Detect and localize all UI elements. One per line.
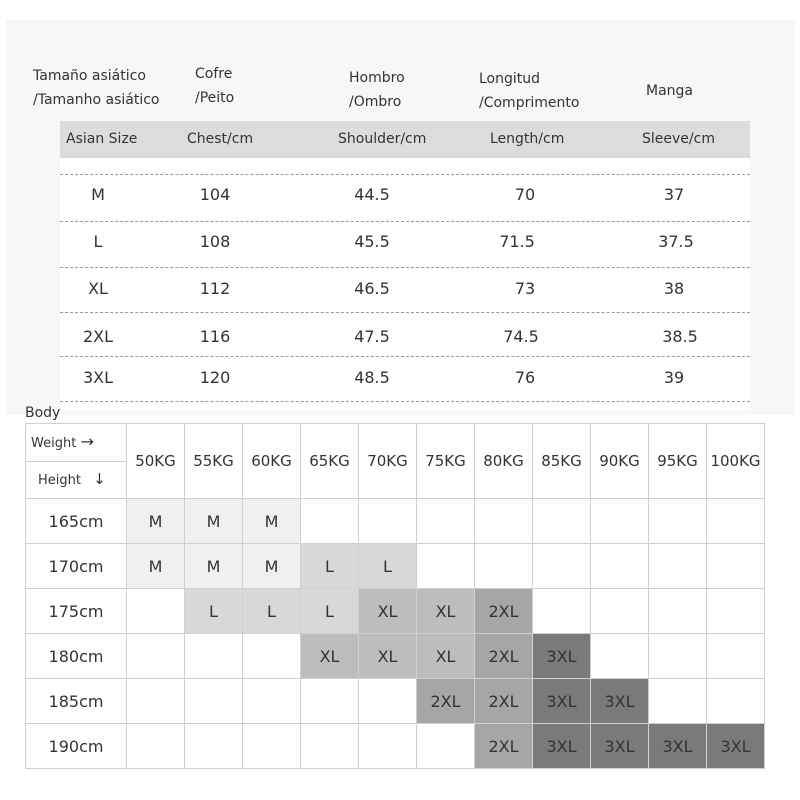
empty-cell bbox=[417, 499, 475, 544]
sleeve-label-es: Manga bbox=[646, 83, 693, 99]
size-table-cell-chest: 108 bbox=[199, 232, 231, 251]
recommended-size-cell: M bbox=[243, 544, 301, 589]
empty-cell bbox=[707, 544, 765, 589]
empty-cell bbox=[127, 724, 185, 769]
size-table-cell-chest: 120 bbox=[199, 368, 231, 387]
recommended-size-cell: XL bbox=[417, 589, 475, 634]
header-asian-size: Asian Size bbox=[66, 131, 138, 147]
size-table-cell-length: 71.5 bbox=[499, 232, 535, 251]
size-table-cell-shoulder: 45.5 bbox=[354, 232, 390, 251]
weight-column-header: 70KG bbox=[359, 424, 417, 499]
empty-cell bbox=[243, 679, 301, 724]
empty-cell bbox=[417, 724, 475, 769]
recommended-size-cell: M bbox=[127, 544, 185, 589]
body-size-grid bbox=[25, 423, 765, 769]
size-table-cell-length: 73 bbox=[514, 279, 536, 298]
sleeve-label-multilang bbox=[646, 79, 693, 103]
empty-cell bbox=[185, 634, 243, 679]
empty-cell bbox=[591, 499, 649, 544]
recommended-size-cell: 3XL bbox=[533, 634, 591, 679]
size-table-cell-chest: 112 bbox=[199, 279, 231, 298]
height-row-header: 180cm bbox=[26, 634, 127, 679]
recommended-size-cell: 2XL bbox=[475, 589, 533, 634]
corner-divider bbox=[26, 461, 126, 462]
weight-column-header: 80KG bbox=[475, 424, 533, 499]
size-table-cell-shoulder: 46.5 bbox=[354, 279, 390, 298]
size-table-body bbox=[60, 158, 750, 410]
recommended-size-cell: XL bbox=[417, 634, 475, 679]
header-length: Length/cm bbox=[490, 131, 565, 147]
size-table-cell-size: M bbox=[91, 185, 105, 204]
size-table-cell-size: XL bbox=[88, 279, 108, 298]
grid-corner-cell bbox=[26, 424, 127, 499]
weight-column-header: 65KG bbox=[301, 424, 359, 499]
recommended-size-cell: M bbox=[185, 499, 243, 544]
size-table-cell-length: 76 bbox=[514, 368, 536, 387]
row-divider bbox=[60, 267, 750, 268]
empty-cell bbox=[649, 499, 707, 544]
chest-label-es: Cofre bbox=[195, 66, 233, 82]
size-label-pt: /Tamanho asiático bbox=[33, 92, 160, 108]
shoulder-label-es: Hombro bbox=[349, 70, 405, 86]
height-row-header: 165cm bbox=[26, 499, 127, 544]
weight-column-header: 50KG bbox=[127, 424, 185, 499]
recommended-size-cell: M bbox=[185, 544, 243, 589]
empty-cell bbox=[533, 589, 591, 634]
empty-cell bbox=[707, 499, 765, 544]
recommended-size-cell: L bbox=[185, 589, 243, 634]
header-sleeve: Sleeve/cm bbox=[642, 131, 715, 147]
empty-cell bbox=[475, 499, 533, 544]
length-label-pt: /Comprimento bbox=[479, 95, 580, 111]
empty-cell bbox=[649, 589, 707, 634]
empty-cell bbox=[533, 544, 591, 589]
weight-column-header: 95KG bbox=[649, 424, 707, 499]
recommended-size-cell: XL bbox=[301, 634, 359, 679]
empty-cell bbox=[185, 724, 243, 769]
row-divider bbox=[60, 221, 750, 222]
size-table-cell-size: L bbox=[93, 232, 103, 251]
header-shoulder: Shoulder/cm bbox=[338, 131, 427, 147]
height-label: Height bbox=[38, 473, 81, 488]
empty-cell bbox=[127, 589, 185, 634]
row-divider bbox=[60, 312, 750, 313]
recommended-size-cell: 2XL bbox=[475, 634, 533, 679]
recommended-size-cell: XL bbox=[359, 589, 417, 634]
size-table-cell-shoulder: 44.5 bbox=[354, 185, 390, 204]
weight-column-header: 90KG bbox=[591, 424, 649, 499]
size-table-cell-sleeve: 38.5 bbox=[662, 327, 698, 346]
recommended-size-cell: L bbox=[243, 589, 301, 634]
size-table-header bbox=[60, 121, 750, 158]
empty-cell bbox=[127, 679, 185, 724]
size-table-cell-length: 74.5 bbox=[503, 327, 539, 346]
header-chest: Chest/cm bbox=[187, 131, 254, 147]
weight-column-header: 60KG bbox=[243, 424, 301, 499]
weight-column-header: 55KG bbox=[185, 424, 243, 499]
recommended-size-cell: L bbox=[301, 589, 359, 634]
empty-cell bbox=[359, 724, 417, 769]
size-table-cell-sleeve: 37 bbox=[663, 185, 685, 204]
empty-cell bbox=[707, 589, 765, 634]
empty-cell bbox=[243, 724, 301, 769]
grid-row bbox=[26, 544, 765, 589]
recommended-size-cell: 2XL bbox=[475, 724, 533, 769]
size-table-cell-shoulder: 48.5 bbox=[354, 368, 390, 387]
recommended-size-cell: 3XL bbox=[533, 724, 591, 769]
height-row-header: 170cm bbox=[26, 544, 127, 589]
recommended-size-cell: M bbox=[127, 499, 185, 544]
empty-cell bbox=[301, 499, 359, 544]
recommended-size-cell: L bbox=[301, 544, 359, 589]
down-arrow-icon: ↓ bbox=[93, 470, 106, 488]
shoulder-label-multilang bbox=[349, 66, 405, 114]
empty-cell bbox=[127, 634, 185, 679]
size-table-cell-length: 70 bbox=[514, 185, 536, 204]
row-divider bbox=[60, 356, 750, 357]
size-table-cell-chest: 104 bbox=[199, 185, 231, 204]
grid-row bbox=[26, 499, 765, 544]
height-row-header: 175cm bbox=[26, 589, 127, 634]
size-table-cell-sleeve: 37.5 bbox=[658, 232, 694, 251]
grid-row bbox=[26, 634, 765, 679]
empty-cell bbox=[243, 634, 301, 679]
size-table-cell-sleeve: 39 bbox=[663, 368, 685, 387]
empty-cell bbox=[591, 634, 649, 679]
grid-row bbox=[26, 679, 765, 724]
size-table-cell-size: 3XL bbox=[82, 368, 114, 387]
empty-cell bbox=[707, 634, 765, 679]
weight-column-header: 100KG bbox=[707, 424, 765, 499]
recommended-size-cell: 2XL bbox=[417, 679, 475, 724]
empty-cell bbox=[475, 544, 533, 589]
size-table-cell-chest: 116 bbox=[199, 327, 231, 346]
weight-axis-label bbox=[31, 432, 94, 451]
length-label-multilang bbox=[479, 67, 579, 115]
empty-cell bbox=[591, 589, 649, 634]
recommended-size-cell: M bbox=[243, 499, 301, 544]
weight-column-header: 75KG bbox=[417, 424, 475, 499]
recommended-size-cell: L bbox=[359, 544, 417, 589]
empty-cell bbox=[301, 724, 359, 769]
recommended-size-cell: 3XL bbox=[591, 724, 649, 769]
empty-cell bbox=[417, 544, 475, 589]
size-label-es: Tamaño asiático bbox=[33, 68, 146, 84]
chest-label-pt: /Peito bbox=[195, 90, 235, 106]
empty-cell bbox=[359, 499, 417, 544]
recommended-size-cell: 3XL bbox=[591, 679, 649, 724]
size-label-multilang bbox=[33, 64, 160, 112]
empty-cell bbox=[301, 679, 359, 724]
recommended-size-cell: 3XL bbox=[533, 679, 591, 724]
weight-column-header: 85KG bbox=[533, 424, 591, 499]
weight-label: Weight bbox=[31, 436, 77, 451]
empty-cell bbox=[359, 679, 417, 724]
empty-cell bbox=[707, 679, 765, 724]
empty-cell bbox=[533, 499, 591, 544]
row-divider bbox=[60, 401, 750, 402]
body-chart-title: Body bbox=[25, 405, 61, 421]
shoulder-label-pt: /Ombro bbox=[349, 94, 402, 110]
grid-row bbox=[26, 724, 765, 769]
size-table-cell-size: 2XL bbox=[82, 327, 114, 346]
height-row-header: 185cm bbox=[26, 679, 127, 724]
empty-cell bbox=[591, 544, 649, 589]
recommended-size-cell: 3XL bbox=[649, 724, 707, 769]
height-axis-label bbox=[38, 470, 106, 488]
recommended-size-cell: 3XL bbox=[707, 724, 765, 769]
chest-label-multilang bbox=[195, 62, 234, 110]
right-arrow-icon: → bbox=[80, 432, 94, 451]
recommended-size-cell: 2XL bbox=[475, 679, 533, 724]
row-divider bbox=[60, 174, 750, 175]
empty-cell bbox=[649, 544, 707, 589]
length-label-es: Longitud bbox=[479, 71, 541, 87]
grid-row bbox=[26, 589, 765, 634]
size-table-cell-sleeve: 38 bbox=[663, 279, 685, 298]
recommended-size-cell: XL bbox=[359, 634, 417, 679]
empty-cell bbox=[649, 679, 707, 724]
height-row-header: 190cm bbox=[26, 724, 127, 769]
empty-cell bbox=[185, 679, 243, 724]
size-table-cell-shoulder: 47.5 bbox=[354, 327, 390, 346]
empty-cell bbox=[649, 634, 707, 679]
